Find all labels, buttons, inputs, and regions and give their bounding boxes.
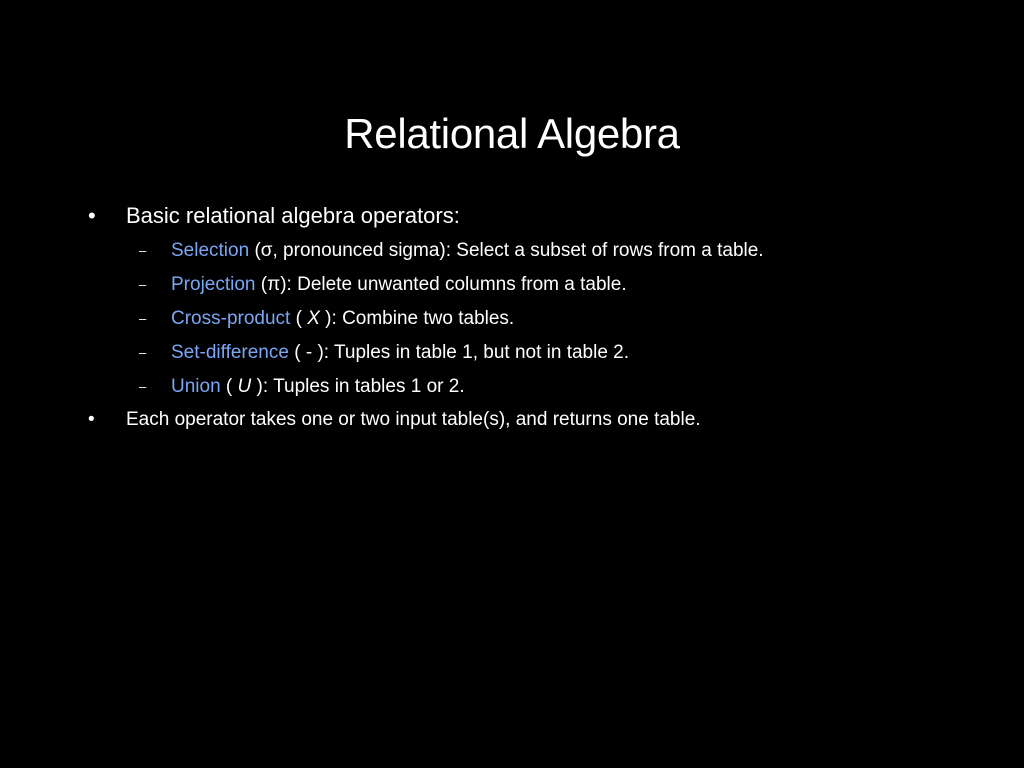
term-set-difference: Set-difference	[171, 342, 289, 364]
term-cross-product: Cross-product	[171, 308, 291, 330]
dash-icon: –	[139, 379, 147, 394]
sub-item-text-pre: (	[290, 308, 308, 330]
term-selection: Selection	[171, 240, 250, 262]
sub-item-projection	[139, 272, 627, 298]
sub-item-text: (π): Delete unwanted columns from a table.	[255, 274, 627, 296]
sub-item-text: (σ, pronounced sigma): Select a subset of rows from a table.	[249, 240, 764, 262]
slide-title: Relational Algebra	[344, 110, 680, 157]
term-union: Union	[171, 376, 221, 398]
union-symbol: U	[237, 376, 252, 398]
sub-item-selection	[139, 238, 764, 264]
sub-item-text: ( - ): Tuples in table 1, but not in table 2.	[288, 342, 630, 364]
sub-item-text-post: ): Tuples in tables 1 or 2.	[251, 376, 465, 398]
cross-product-symbol: X	[307, 308, 320, 330]
dash-icon: –	[139, 243, 147, 258]
dash-icon: –	[139, 345, 147, 360]
bullet-icon: •	[88, 409, 95, 430]
bullet-text: Basic relational algebra operators:	[126, 203, 460, 228]
sub-item-union	[139, 374, 465, 400]
bullet-icon: •	[88, 203, 96, 228]
dash-icon: –	[139, 311, 147, 326]
sub-item-text-pre: (	[220, 376, 238, 398]
bullet-text: Each operator takes one or two input table(s), and returns one table.	[126, 409, 701, 430]
bullet-each-operator	[88, 406, 701, 434]
dash-icon: –	[139, 277, 147, 292]
bullet-basic-operators	[88, 202, 460, 230]
sub-item-cross-product	[139, 306, 514, 332]
term-projection: Projection	[171, 274, 256, 296]
sub-item-text-post: ): Combine two tables.	[319, 308, 515, 330]
sub-item-set-difference	[139, 340, 629, 366]
